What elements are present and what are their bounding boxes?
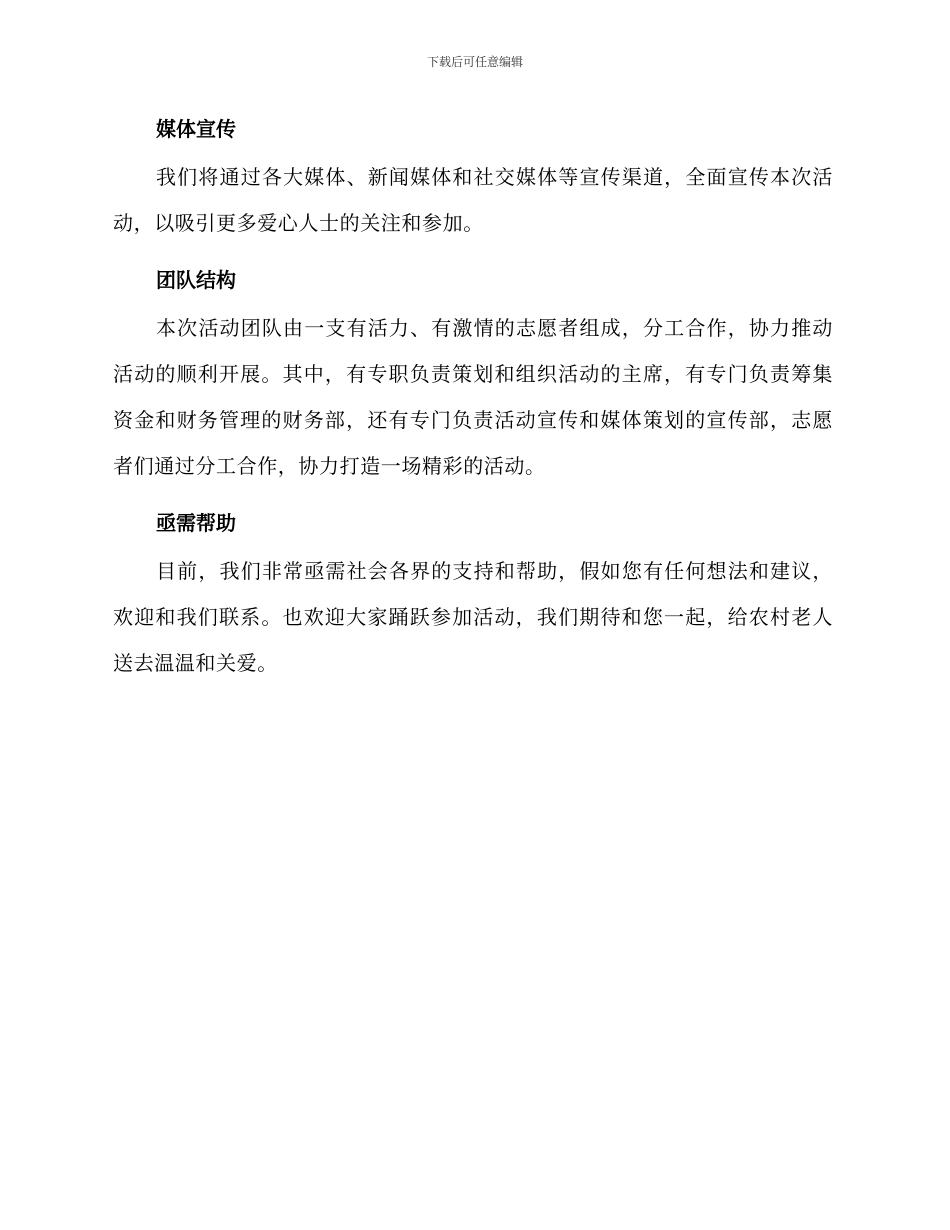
section-heading-help: 亟需帮助 [156,511,236,535]
page-header: 下载后可任意编辑 [426,55,523,69]
document-body [113,114,833,686]
section-heading-media: 媒体宣传 [156,117,236,141]
section-paragraph-team: 本次活动团队由一支有活力、有激情的志愿者组成，分工合作，协力推动活动的顺利开展。其中，有专职负责策划和组织活动的主席，有专门负责筹集资金和财务管理的财务部，还有专门负责活动宣传和媒体策划的宣传部，志愿者们通过分工合作，协力打造一场精彩的活动。 [113,316,833,478]
section-paragraph-help: 目前，我们非常亟需社会各界的支持和帮助，假如您有任何想法和建议，欢迎和我们联系。也欢迎大家踊跃参加活动，我们期待和您一起，给农村老人送去温温和关爱。 [113,559,833,675]
section-heading-team: 团队结构 [156,268,236,292]
section-paragraph-media: 我们将通过各大媒体、新闻媒体和社交媒体等宣传渠道，全面宣传本次活动，以吸引更多爱心人士的关注和参加。 [113,165,833,235]
